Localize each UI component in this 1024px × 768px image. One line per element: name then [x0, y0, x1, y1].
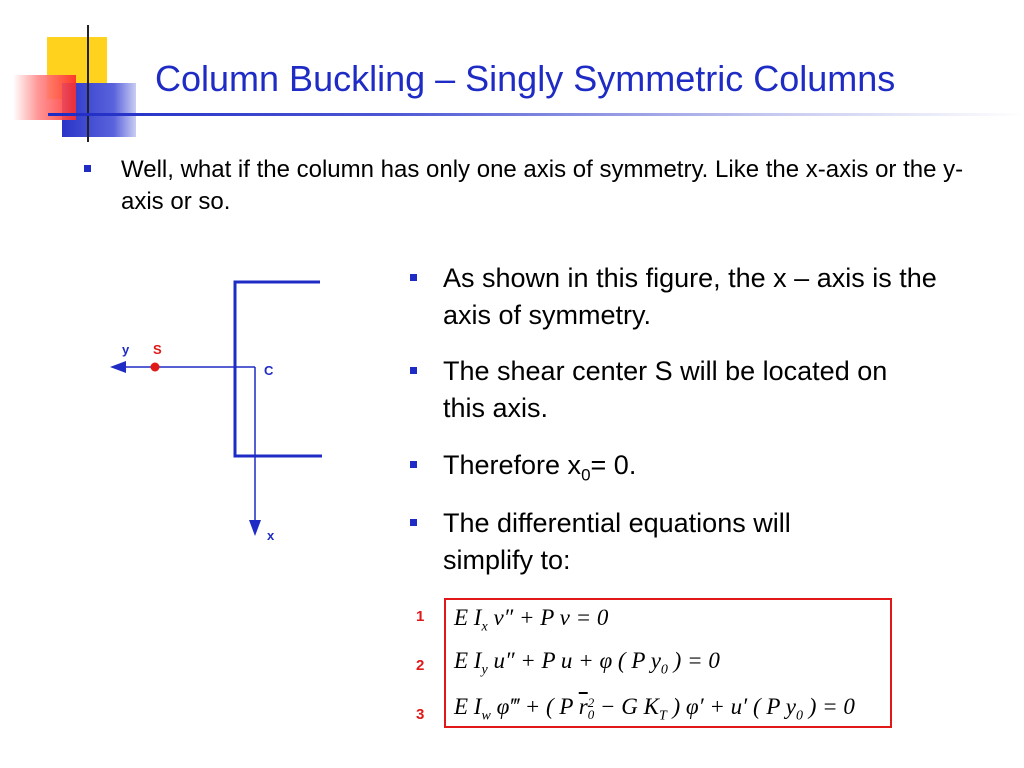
- slide-title: Column Buckling – Singly Symmetric Columns: [155, 58, 896, 99]
- channel-section-figure: [100, 270, 340, 560]
- eq1-sub: x: [481, 619, 488, 635]
- eq3-part-b: φ‴ + ( P: [490, 694, 579, 719]
- therefore-prefix: Therefore x: [443, 450, 582, 480]
- bullet-therefore-text: [443, 447, 943, 493]
- eq3-r: $\overline{r}$: [578, 694, 588, 719]
- eq2-part-b: u″ + P u + φ ( P y: [487, 648, 661, 673]
- eq2-sub-b: 0: [660, 662, 668, 678]
- bullet-marker: [410, 519, 417, 526]
- eq3-sub-c: T: [658, 708, 667, 724]
- eq3-sub-d: 0: [795, 708, 803, 724]
- label-x: x: [267, 528, 275, 543]
- eq2-part-a: E I: [454, 648, 482, 673]
- equation-1: [454, 605, 608, 636]
- equation-number-1: 1: [416, 608, 425, 625]
- equation-number-2: 2: [416, 657, 425, 674]
- bullet-marker: [410, 461, 417, 468]
- bullet-axis-of-symmetry: [410, 260, 943, 334]
- bullet-differential: [410, 505, 863, 579]
- bullet-shear-center: [410, 353, 923, 427]
- title-underline: [48, 113, 1024, 116]
- eq3-part-c: − G K: [594, 694, 659, 719]
- y-axis-arrowhead: [110, 361, 126, 373]
- bullet-axis-text: As shown in this figure, the x – axis is the axis of symmetry.: [443, 263, 937, 330]
- label-s: S: [153, 342, 162, 357]
- equations-box: [444, 598, 892, 728]
- equation-number-3: 3: [416, 706, 425, 723]
- therefore-subscript: 0: [581, 465, 591, 485]
- bullet-diff-text: The differential equations will simplify to:: [443, 508, 791, 575]
- eq3-r-sup: 2: [587, 694, 595, 710]
- corner-decoration: [0, 0, 140, 150]
- eq1-part-b: v″ + P v = 0: [487, 605, 609, 630]
- bullet-marker: [84, 165, 91, 172]
- eq1-part-a: E I: [454, 605, 482, 630]
- channel-outline: [235, 282, 322, 456]
- eq2-part-c: ) = 0: [667, 648, 720, 673]
- eq3-part-e: ) = 0: [802, 694, 855, 719]
- eq3-part-d: ) φ′ + u′ ( P y: [666, 694, 796, 719]
- bullet-marker: [410, 367, 417, 374]
- bullet-intro-text: Well, what if the column has only one axis of symmetry. Like the x-axis or the y-axis or so.: [121, 156, 964, 215]
- eq3-part-a: E I: [454, 694, 482, 719]
- x-axis-arrowhead: [249, 520, 261, 536]
- eq2-sub-a: y: [481, 662, 488, 678]
- equation-2: [454, 648, 720, 679]
- label-c: C: [264, 363, 274, 378]
- eq3-sub-a: w: [481, 708, 491, 724]
- bullet-shear-text: The shear center S will be located on this axis.: [443, 356, 888, 423]
- therefore-suffix: = 0.: [590, 450, 637, 480]
- eq3-r-bar: [579, 694, 588, 719]
- eq3-r-sub: 0: [587, 706, 595, 722]
- shear-center-dot: [151, 363, 160, 372]
- deco-vertical-line: [87, 25, 89, 142]
- equation-3: [454, 694, 855, 725]
- label-y: y: [122, 342, 130, 357]
- bullet-intro: [84, 154, 964, 218]
- bullet-therefore: [410, 447, 943, 493]
- bullet-marker: [410, 274, 417, 281]
